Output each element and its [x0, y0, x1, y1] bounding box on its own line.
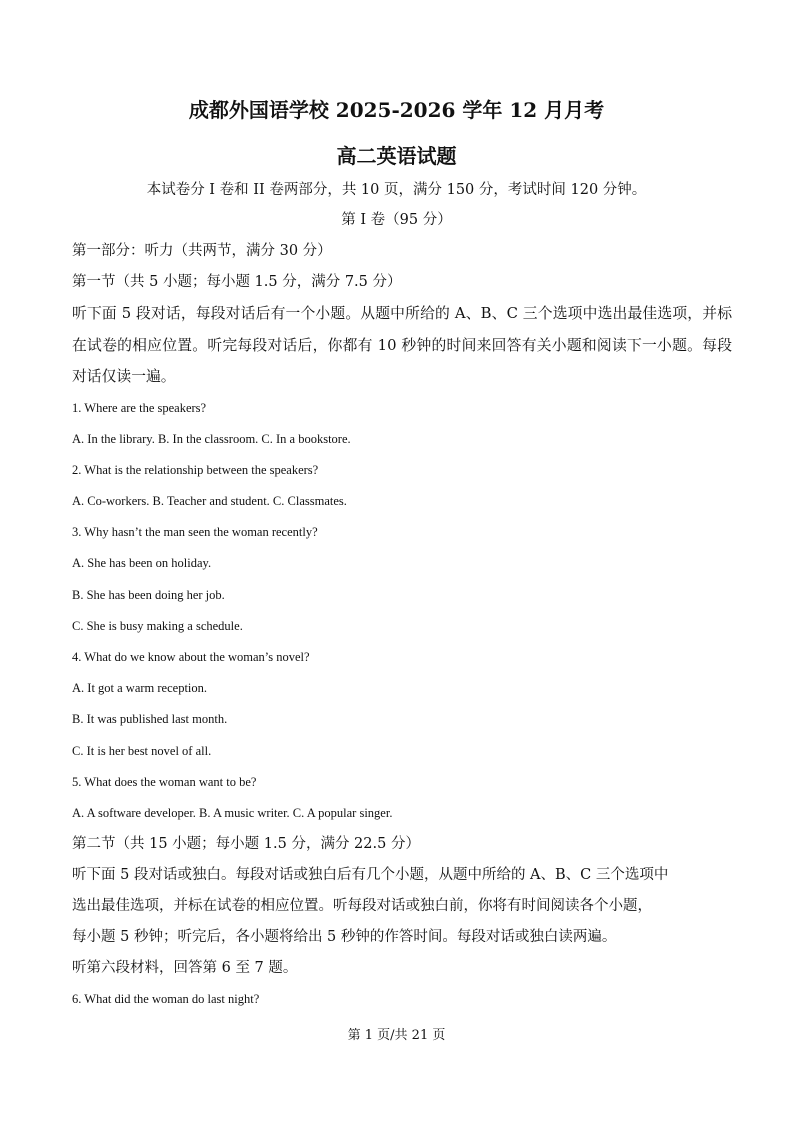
question-6: 6. What did the woman do last night? — [72, 992, 260, 1007]
section1-instructions: 听下面 5 段对话，每段对话后有一个小题。从题中所给的 A、B、C 三个选项中选出最佳选项，并标在试卷的相应位置。听完每段对话后，你都有 10 秒钟的时间来回答有关小题和阅读下一小题。每段对话仅读一遍。 — [72, 305, 732, 385]
question-2-options: A. Co-workers. B. Teacher and student. C. Classmates. — [72, 494, 347, 509]
question-4: 4. What do we know about the woman’s novel? — [72, 650, 310, 664]
question-1: 1. Where are the speakers? — [72, 400, 207, 415]
exam-title: 成都外国语学校 2025-2026 学年 12 月月考 — [188, 98, 605, 122]
material-6-heading: 听第六段材料，回答第 6 至 7 题。 — [72, 960, 298, 977]
page-number: 第 1 页/共 21 页 — [347, 1028, 446, 1043]
question-2: 2. What is the relationship between the speakers? — [72, 462, 319, 477]
section2-instructions-line3: 每小题 5 秒钟；听完后，各小题将给出 5 秒钟的作答时间。每段对话或独白读两遍。 — [72, 929, 617, 946]
question-1-options: A. In the library. B. In the classroom. C. In a bookstore. — [72, 431, 351, 446]
question-3-option-a: A. She has been on holiday. — [72, 556, 212, 571]
question-3: 3. Why hasn’t the man seen the woman recently? — [72, 525, 318, 540]
section2-instructions-line2: 选出最佳选项，并标在试卷的相应位置。听每段对话或独白前，你将有时间阅读各个小题， — [72, 898, 652, 915]
question-3-option-b: B. She has been doing her job. — [72, 587, 225, 602]
volume-heading: 第 I 卷（95 分） — [341, 212, 452, 228]
section2-heading: 第二节（共 15 小题；每小题 1.5 分，满分 22.5 分） — [72, 836, 420, 853]
question-4-option-b: B. It was published last month. — [72, 712, 228, 727]
part1-heading: 第一部分：听力（共两节，满分 30 分） — [72, 243, 332, 259]
question-5: 5. What does the woman want to be? — [72, 774, 257, 789]
question-4-option-c: C. It is her best novel of all. — [72, 743, 212, 758]
exam-body — [72, 236, 732, 1015]
exam-note: 本试卷分 I 卷和 II 卷两部分，共 10 页，满分 150 分，考试时间 120 分钟。 — [146, 182, 647, 198]
question-4-option-a: A. It got a warm reception. — [72, 681, 208, 696]
exam-subject: 高二英语试题 — [336, 144, 457, 168]
question-3-option-c: C. She is busy making a schedule. — [72, 618, 243, 633]
section1-heading: 第一节（共 5 小题；每小题 1.5 分，满分 7.5 分） — [72, 274, 402, 290]
section2-instructions-line1: 听下面 5 段对话或独白。每段对话或独白后有几个小题，从题中所给的 A、B、C 三个选项中 — [72, 867, 669, 884]
question-5-options: A. A software developer. B. A music writer. C. A popular singer. — [72, 805, 393, 820]
